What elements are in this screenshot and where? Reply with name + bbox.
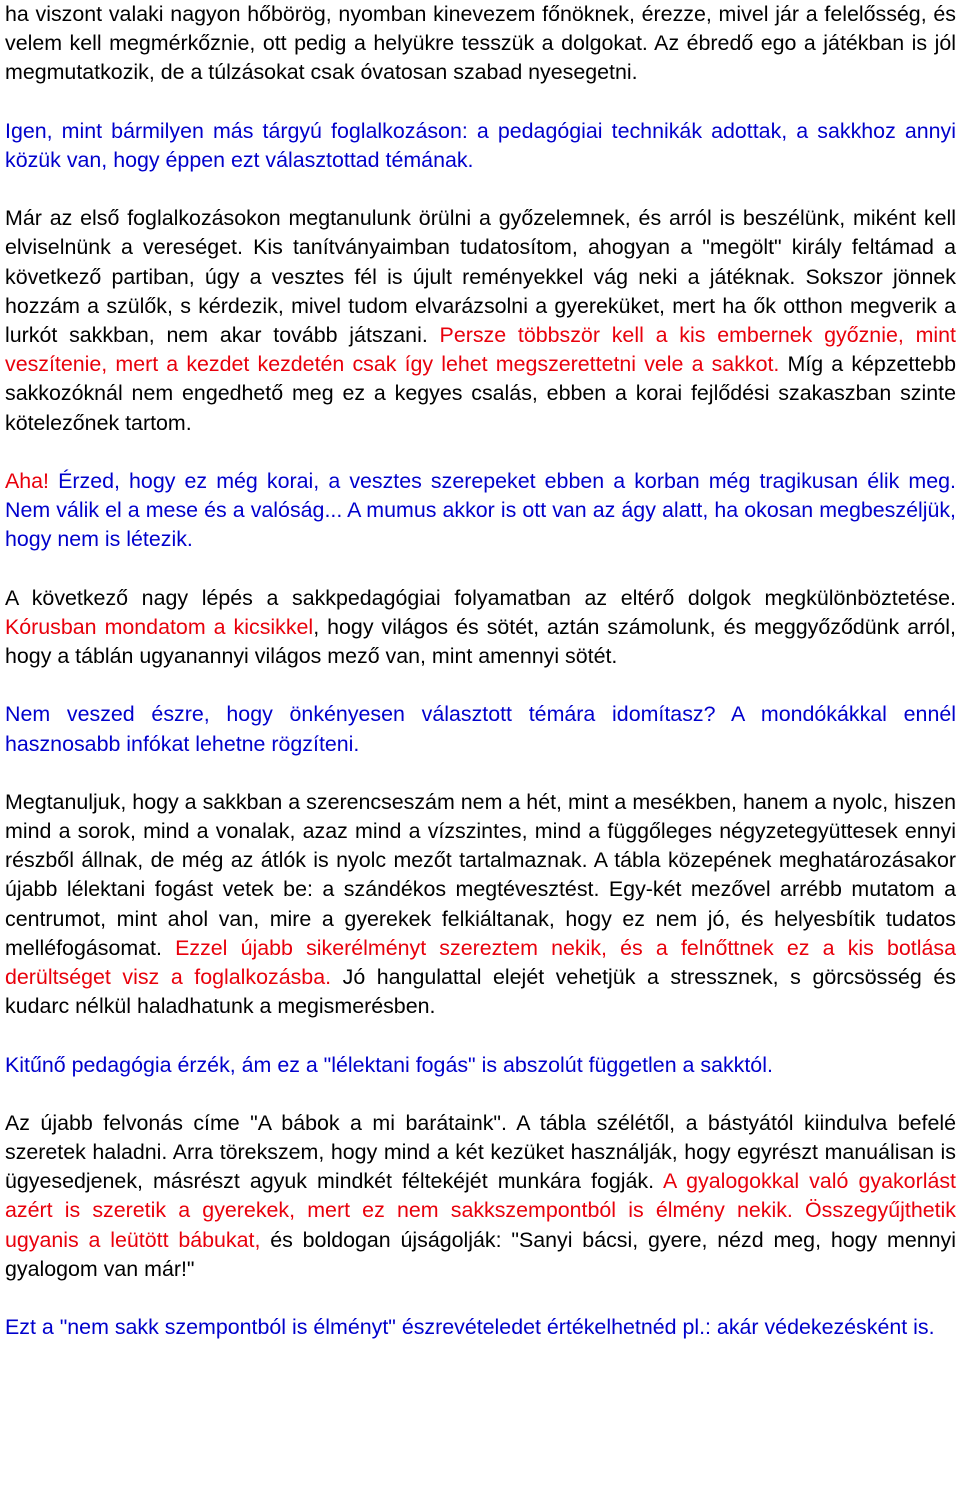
text-segment: Már az első foglalkozásokon megtanulunk örülni a győzelemnek, és arról is beszélünk, miként kell elviselnünk a vereséget. Kis tanítványaimban tudatosítom, ahogyan a "megölt" király feltámad a következő partiban, úgy a vesztes fél is újult reményekkel vág neki a játéknak. Sokszor jönnek hozzám a szülők, s kérdezik, mivel tudom elvarázsolni a gyereküket, mert ha ők otthon megverik a lurkót sakkban, nem akar tovább játszani. bbox=[5, 206, 956, 348]
text-segment: A következő nagy lépés a sakkpedagógiai folyamatban az eltérő dolgok megkülönböztetése. bbox=[5, 585, 956, 610]
text-segment: és boldogan újságolják: "Sanyi bácsi, gyere, nézd meg, hogy mennyi gyalogom van már!" bbox=[5, 1227, 956, 1281]
paragraph-3 bbox=[5, 204, 956, 438]
paragraph-2-comment bbox=[5, 117, 956, 175]
comment-segment: Érzed, hogy ez még korai, a vesztes szerepeket ebben a korban még tragikusan élik meg. Nem válik el a mese és a valóság... A mumus akkor is ott van az ágy alatt, ha okosan megbeszéljük, hogy nem is létezik. bbox=[5, 468, 956, 552]
text-segment: Az újabb felvonás címe "A bábok a mi barátaink". A tábla szélétől, a bástyától kiindulva befelé szeretek haladni. Arra törekszem, hogy mind a két kezüket használják, hogy egyrészt manuálisan is ügyesedjenek, másrészt agyuk mindkét féltekéjét munkára fogják. bbox=[5, 1110, 956, 1194]
text-segment: ha viszont valaki nagyon hőbörög, nyomban kinevezem főnöknek, érezze, mivel jár a felelősség, és velem kell megmérkőznie, ott pedig a helyükre tesszük a dolgokat. Az ébredő ego a játékban is jól megmutatkozik, de a túlzásokat csak óvatosan szabad nyesegetni. bbox=[5, 2, 956, 85]
paragraph-6-comment bbox=[5, 700, 956, 758]
paragraph-7 bbox=[5, 788, 956, 1022]
comment-segment: Kitűnő pedagógia érzék, ám ez a "lélektani fogás" is abszolút független a sakktól. bbox=[5, 1052, 773, 1077]
text-segment: Jó hangulattal elejét vehetjük a stressznek, s görcsösség és kudarc nélkül haladhatunk a megismerésben. bbox=[5, 965, 956, 1019]
comment-segment: Nem veszed észre, hogy önkényesen választott témára idomítasz? A mondókákkal ennél hasznosabb infókat lehetne rögzíteni. bbox=[5, 702, 956, 756]
paragraph-4-comment bbox=[5, 467, 956, 555]
text-segment: Míg a képzettebb sakkozóknál nem engedhető meg ez a kegyes csalás, ebben a korai fejlődési szakaszban szinte kötelezőnek tartom. bbox=[5, 352, 956, 435]
text-segment: , hogy világos és sötét, aztán számolunk, és meggyőződünk arról, hogy a táblán ugyanannyi világos mező van, mint amennyi sötét. bbox=[5, 614, 956, 669]
paragraph-8-comment bbox=[5, 1051, 956, 1080]
highlight-segment: Ezzel újabb sikerélményt szereztem nekik, és a felnőttnek ez a kis botlása derültséget visz a foglalkozásba. bbox=[5, 935, 956, 990]
paragraph-9 bbox=[5, 1109, 956, 1284]
paragraph-1 bbox=[5, 0, 956, 88]
text-segment: Megtanuljuk, hogy a sakkban a szerencseszám nem a hét, mint a mesékben, hanem a nyolc, hiszen mind a sorok, mind a vonalak, azaz mind a vízszintes, mind a függőleges négyzetegyüttesek ennyi részből állnak, de még az átlók is nyolc mezőt tartalmaznak. A tábla közepének meghatározásakor újabb lélektani fogást vetek be: a szándékos megtévesztést. Egy-két mezővel arrébb mutatom a centrumot, mint ahol van, mire a gyerekek felkiáltanak, hogy ez nem jó, és helyesbítik tudatos melléfogásomat. bbox=[5, 789, 956, 960]
highlight-segment: Kórusban mondatom a kicsikkel bbox=[5, 614, 314, 639]
paragraph-5 bbox=[5, 584, 956, 672]
highlight-segment: Aha! bbox=[5, 468, 50, 493]
document-page bbox=[5, 0, 956, 1371]
highlight-segment: Persze többször kell a kis embernek győznie, mint veszítenie, mert a kezdet kezdetén csak így lehet megszerettetni vele a sakkot. bbox=[5, 323, 956, 377]
highlight-segment: A gyalogokkal való gyakorlást azért is szeretik a gyerekek, mert ez nem sakkszempontból is élmény nekik. Összegyűjthetik ugyanis a leütött bábukat, bbox=[5, 1169, 956, 1252]
comment-segment: Igen, mint bármilyen más tárgyú foglalkozáson: a pedagógiai technikák adottak, a sakkhoz annyi közük van, hogy éppen ezt választottad témának. bbox=[5, 118, 956, 172]
comment-segment: Ezt a "nem sakk szempontból is élményt" észrevételedet értékelhetnéd pl.: akár védekezésként is. bbox=[5, 1315, 935, 1340]
paragraph-10-comment bbox=[5, 1313, 956, 1342]
